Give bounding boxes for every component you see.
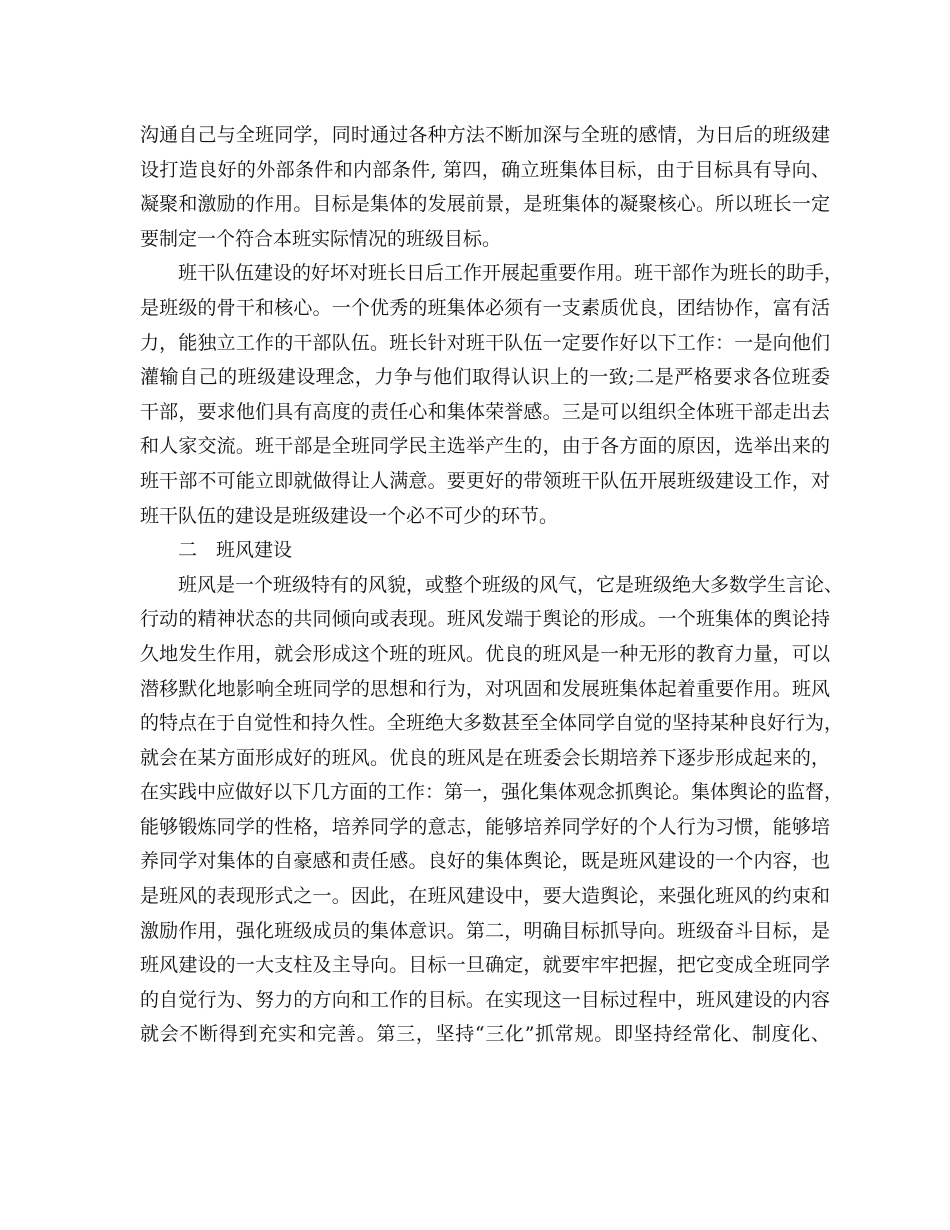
text-line: 设打造良好的外部条件和内部条件, 第四，确立班集体目标，由于目标具有导向、: [140, 158, 830, 181]
text-line: 是班级的骨干和核心。一个优秀的班集体必须有一支素质优良，团结协作，富有活: [140, 296, 830, 319]
text-line: 班干队伍的建设是班级建设一个必不可少的环节。: [140, 504, 559, 527]
text-line: 能够锻炼同学的性格，培养同学的意志，能够培养同学好的个人行为习惯，能够培: [140, 815, 830, 838]
text-line: 凝聚和激励的作用。目标是集体的发展前景，是班集体的凝聚核心。所以班长一定: [140, 193, 830, 216]
text-line: 的自觉行为、努力的方向和工作的目标。在实现这一目标过程中，班风建设的内容: [140, 988, 830, 1011]
section-heading: 二 班风建设: [178, 539, 293, 562]
text-line: 要制定一个符合本班实际情况的班级目标。: [140, 227, 502, 250]
text-line: 的特点在于自觉性和持久性。全班绝大多数甚至全体同学自觉的坚持某种良好行为，: [140, 712, 844, 735]
text-line: 灌输自己的班级建设理念，力争与他们取得认识上的一致;二是严格要求各位班委: [140, 366, 830, 389]
text-line: 力，能独立工作的干部队伍。班长针对班干队伍一定要作好以下工作：一是向他们: [140, 331, 830, 354]
text-line: 和人家交流。班干部是全班同学民主选举产生的，由于各方面的原因，选举出来的: [140, 435, 830, 458]
text-line: 干部，要求他们具有高度的责任心和集体荣誉感。三是可以组织全体班干部走出去: [140, 400, 830, 423]
text-line: 久地发生作用，就会形成这个班的班风。优良的班风是一种无形的教育力量，可以: [140, 642, 830, 665]
text-line: 是班风的表现形式之一。因此，在班风建设中，要大造舆论，来强化班风的约束和: [140, 885, 830, 908]
text-line: 班风建设的一大支柱及主导向。目标一旦确定，就要牢牢把握，把它变成全班同学: [140, 954, 830, 977]
text-line: 行动的精神状态的共同倾向或表现。班风发端于舆论的形成。一个班集体的舆论持: [140, 608, 830, 631]
text-line: 激励作用，强化班级成员的集体意识。第二，明确目标抓导向。班级奋斗目标，是: [140, 919, 830, 942]
text-line: 班干部不可能立即就做得让人满意。要更好的带领班干队伍开展班级建设工作，对: [140, 469, 830, 492]
text-line: 沟通自己与全班同学，同时通过各种方法不断加深与全班的感情，为日后的班级建: [140, 124, 830, 146]
paragraph-first-line: 班干队伍建设的好坏对班长日后工作开展起重要作用。班干部作为班长的助手，: [178, 262, 844, 285]
paragraph-first-line: 班风是一个班级特有的风貌，或整个班级的风气，它是班级绝大多数学生言论、: [178, 573, 844, 596]
text-line: 养同学对集体的自豪感和责任感。良好的集体舆论，既是班风建设的一个内容，也: [140, 850, 830, 873]
text-line: 在实践中应做好以下几方面的工作：第一，强化集体观念抓舆论。集体舆论的监督，: [140, 781, 844, 804]
text-line: 就会不断得到充实和完善。第三，坚持“三化”抓常规。即坚持经常化、制度化、: [140, 1023, 830, 1046]
document-body: [140, 118, 844, 1052]
text-line: 就会在某方面形成好的班风。优良的班风是在班委会长期培养下逐步形成起来的，: [140, 746, 830, 769]
text-line: 潜移默化地影响全班同学的思想和行为，对巩固和发展班集体起着重要作用。班风: [140, 677, 830, 700]
